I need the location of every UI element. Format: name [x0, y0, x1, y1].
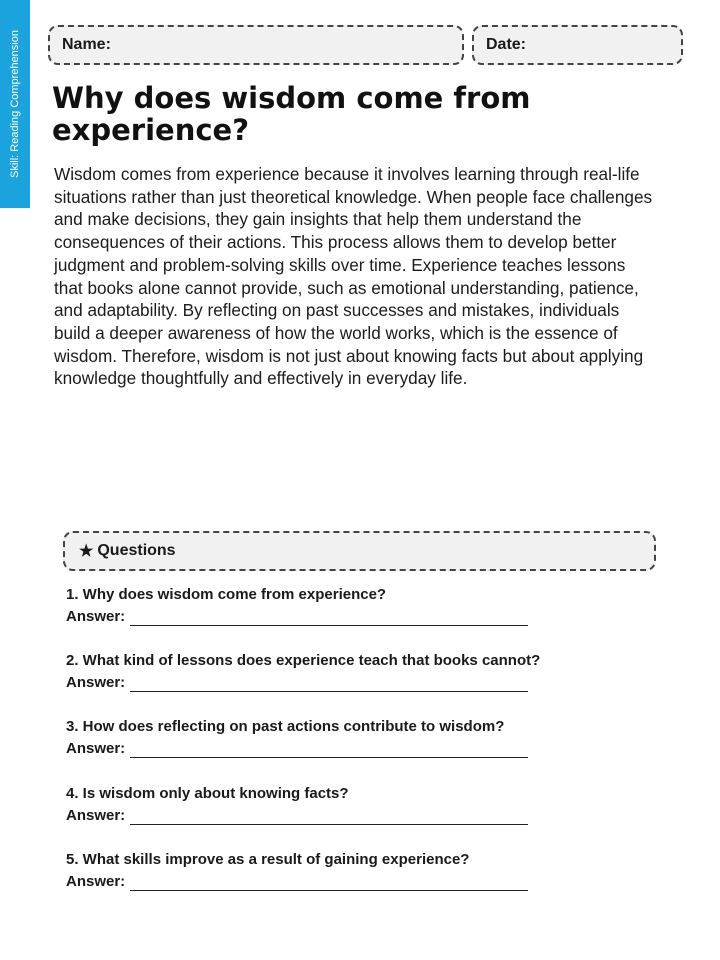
question-text: 1. Why does wisdom come from experience?	[66, 586, 387, 603]
answer-row	[66, 606, 666, 628]
answer-label: Answer:	[66, 740, 126, 757]
answer-line[interactable]	[130, 742, 528, 758]
side-tab-label: Skill: Reading Comprehension	[9, 30, 21, 178]
question-text: 5. What skills improve as a result of gaining experience?	[66, 851, 470, 868]
star-icon: ★	[79, 543, 94, 560]
reading-passage: Wisdom comes from experience because it involves learning through real-life situations rather than just theoretical knowledge. When people face challenges and make decisions, they gain insights that help them understand the consequences of their actions. This process allows them to develop better judgment and problem-solving skills over time. Experience teaches lessons that books alone cannot provide, such as emotional understanding, patience, and adaptability. By reflecting on past successes and mistakes, individuals build a deeper awareness of how the world works, which is the essence of wisdom. Therefore, wisdom is not just about knowing facts but about applying knowledge thoughtfully and effectively in everyday life.	[54, 164, 653, 389]
question-item	[66, 783, 666, 827]
answer-row	[66, 805, 666, 827]
question-text: 3. How does reflecting on past actions contribute to wisdom?	[66, 718, 505, 735]
answer-line[interactable]	[130, 875, 528, 891]
answer-line[interactable]	[130, 610, 528, 626]
answer-row	[66, 672, 666, 694]
side-tab	[0, 0, 30, 208]
answer-label: Answer:	[66, 873, 126, 890]
answer-row	[66, 738, 666, 760]
question-item	[66, 849, 666, 893]
questions-header	[63, 531, 656, 571]
question-item	[66, 716, 666, 760]
answer-row	[66, 871, 666, 893]
name-label: Name:	[62, 36, 111, 53]
answer-label: Answer:	[66, 807, 126, 824]
answer-line[interactable]	[130, 809, 528, 825]
question-text: 2. What kind of lessons does experience teach that books cannot?	[66, 652, 541, 669]
answer-label: Answer:	[66, 608, 126, 625]
questions-label: Questions	[97, 542, 176, 559]
date-label: Date:	[486, 36, 527, 53]
name-field[interactable]	[48, 25, 464, 65]
answer-label: Answer:	[66, 674, 126, 691]
question-item	[66, 584, 666, 628]
date-field[interactable]	[472, 25, 683, 65]
answer-line[interactable]	[130, 676, 528, 692]
question-text: 4. Is wisdom only about knowing facts?	[66, 785, 349, 802]
page-title: Why does wisdom come from experience?	[52, 81, 531, 147]
question-item	[66, 650, 666, 694]
